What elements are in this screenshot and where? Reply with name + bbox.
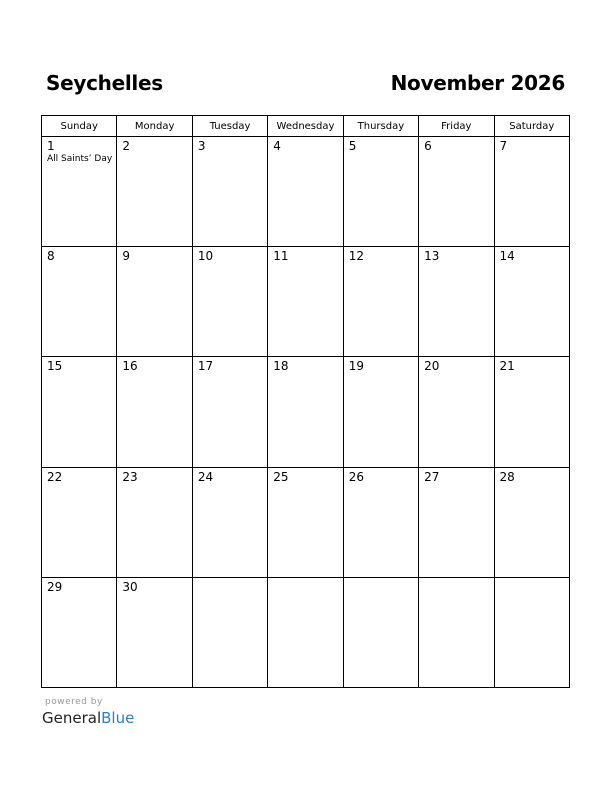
month-title: November 2026 <box>390 71 565 95</box>
day-number: 14 <box>499 249 515 264</box>
day-number: 9 <box>122 249 131 264</box>
day-number: 20 <box>424 359 440 374</box>
day-cell <box>268 467 343 577</box>
day-number: 13 <box>424 249 440 264</box>
day-number: 24 <box>197 469 214 484</box>
powered-by-label: powered by <box>45 697 103 707</box>
day-number <box>193 578 267 581</box>
day-number: 4 <box>273 139 281 153</box>
holiday-label: All Saints’ Day <box>47 154 113 164</box>
weekday-header: Tuesday <box>192 116 267 137</box>
day-number: 16 <box>122 359 138 374</box>
day-cell <box>419 247 494 357</box>
weekday-header: Friday <box>419 116 494 137</box>
day-cell <box>192 137 267 247</box>
day-cell <box>343 247 418 357</box>
day-cell <box>42 137 117 247</box>
day-number: 21 <box>499 359 515 374</box>
day-number <box>419 578 493 581</box>
day-cell <box>117 137 192 247</box>
day-cell <box>192 467 267 577</box>
day-cell <box>343 137 418 247</box>
day-cell <box>494 137 569 247</box>
day-cell <box>268 577 343 687</box>
day-cell <box>419 357 494 467</box>
day-cell <box>192 357 267 467</box>
calendar-grid <box>41 115 570 688</box>
day-cell <box>343 357 418 467</box>
week-row <box>42 577 570 687</box>
generalblue-logo <box>42 709 134 727</box>
day-number: 8 <box>47 249 55 264</box>
day-cell <box>419 137 494 247</box>
day-number: 3 <box>197 139 206 153</box>
day-cell <box>117 467 192 577</box>
weekday-header: Thursday <box>343 116 418 137</box>
day-cell <box>494 577 569 687</box>
day-cell <box>343 577 418 687</box>
day-number: 7 <box>499 139 508 153</box>
day-number: 23 <box>122 469 138 484</box>
day-cell <box>494 247 569 357</box>
day-number: 2 <box>122 139 131 153</box>
weekday-header: Wednesday <box>268 116 343 137</box>
weekday-header: Monday <box>117 116 192 137</box>
day-cell <box>268 357 343 467</box>
day-cell <box>117 577 192 687</box>
brand-blue-text: Blue <box>101 709 135 727</box>
day-cell <box>268 247 343 357</box>
day-number: 30 <box>122 579 138 594</box>
weekday-header: Sunday <box>42 116 117 137</box>
calendar-body <box>42 137 570 688</box>
day-number <box>495 578 569 581</box>
day-cell <box>117 247 192 357</box>
day-number: 5 <box>348 139 357 153</box>
day-cell <box>343 467 418 577</box>
week-row <box>42 247 570 357</box>
day-number: 26 <box>348 469 364 484</box>
day-cell <box>42 247 117 357</box>
day-number: 18 <box>273 359 289 374</box>
country-title: Seychelles <box>46 71 163 95</box>
day-number: 1 <box>47 139 55 153</box>
day-number: 27 <box>424 469 440 484</box>
day-cell <box>42 577 117 687</box>
day-number: 11 <box>273 249 289 264</box>
day-number: 17 <box>197 359 214 374</box>
day-cell <box>117 357 192 467</box>
week-row <box>42 137 570 247</box>
day-cell <box>42 467 117 577</box>
day-cell <box>192 247 267 357</box>
brand-general-text: General <box>42 709 102 727</box>
day-number: 28 <box>499 469 515 484</box>
day-number: 25 <box>273 469 289 484</box>
day-number: 6 <box>424 139 432 153</box>
day-number: 10 <box>197 249 214 264</box>
day-cell <box>268 137 343 247</box>
day-cell <box>192 577 267 687</box>
day-cell <box>42 357 117 467</box>
day-cell <box>419 467 494 577</box>
weekday-header: Saturday <box>494 116 569 137</box>
day-cell <box>494 357 569 467</box>
week-row <box>42 357 570 467</box>
day-number: 19 <box>348 359 364 374</box>
day-number: 15 <box>47 359 63 374</box>
day-number: 12 <box>348 249 364 264</box>
day-number <box>268 578 342 581</box>
week-row <box>42 467 570 577</box>
weekday-header-row <box>42 116 570 137</box>
day-number <box>344 578 418 581</box>
day-cell <box>494 467 569 577</box>
day-cell <box>419 577 494 687</box>
day-number: 22 <box>47 469 63 484</box>
day-number: 29 <box>47 579 63 594</box>
